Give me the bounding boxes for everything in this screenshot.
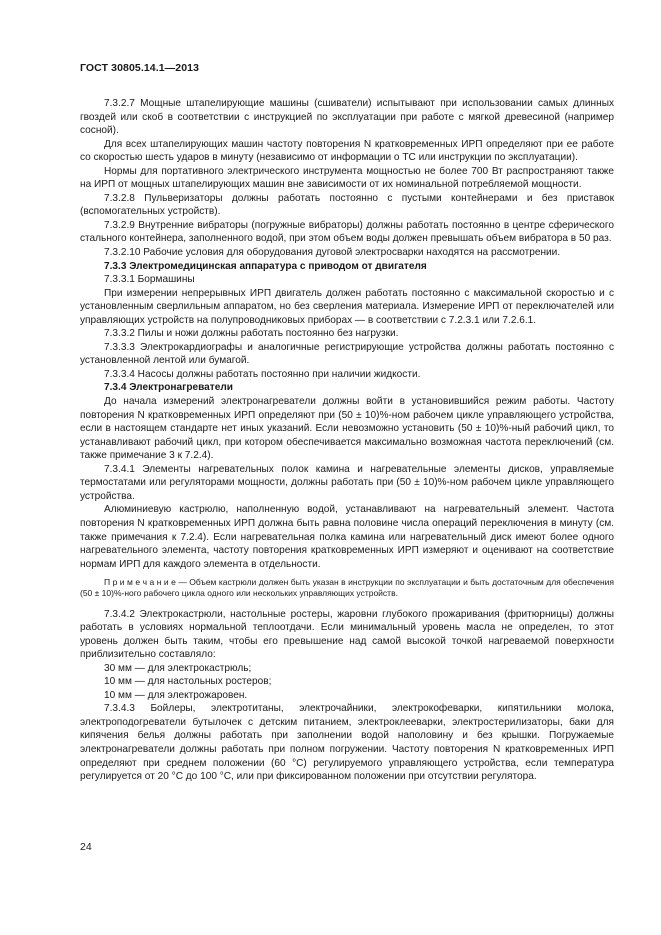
paragraph: 7.3.4.2 Электрокастрюли, настольные ростеры, жаровни глубокого прожаривания (фритюрницы) должны работать в условиях нормальной теплоотдачи. Если минимальный уровень масла не определен, то этот уровень должен быть таким, чтобы его превышение над самой высокой точкой нагреваемой поверхности приблизительно составляло:	[80, 608, 614, 661]
paragraph: 7.3.4.1 Элементы нагревательных полок камина и нагревательные элементы дисков, управляемые термостатами или регуляторами мощности, должны работать при (50 ± 10)%-ном рабочем цикле управляющего устройства.	[80, 463, 614, 502]
paragraph: 7.3.2.9 Внутренние вибраторы (погружные вибраторы) должны работать постоянно в центре сферического стального контейнера, заполненного водой, при этом объем воды должен превышать объем вибратора в 50 раз.	[80, 219, 614, 245]
list-item: 10 мм — для настольных ростеров;	[104, 676, 272, 688]
paragraph: До начала измерений электронагреватели должны войти в установившийся режим работы. Частоту повторения N кратковременных ИРП определяют при (50 ± 10)%-ном рабочем цикле управляющего устройства, если в настоящем стандарте нет иных указаний. Если невозможно установить (50 ± 10)%-ный рабочий цикл, то устанавливают рабочий цикл, при котором обеспечивается максимально возможная частота переключений (см. также примечание 3 к 7.2.4).	[80, 396, 614, 462]
paragraph: 7.3.2.8 Пульверизаторы должны работать постоянно с пустыми контейнерами и без приставок (вспомогательных устройств).	[80, 192, 614, 218]
document-header: ГОСТ 30805.14.1—2013	[80, 62, 200, 74]
document-body	[80, 97, 614, 784]
paragraph: 7.3.3.4 Насосы должны работать постоянно при наличии жидкости.	[104, 368, 421, 380]
paragraph: 7.3.2.7 Мощные штапелирующие машины (сшиватели) испытывают при использовании самых длинных гвоздей или скоб в соответствии с инструкцией по эксплуатации при работе с мягкой древесиной (например сосной).	[80, 98, 614, 137]
note-label: П р и м е ч а н и е	[104, 577, 176, 588]
paragraph: 7.3.4.3 Бойлеры, электротитаны, электрочайники, электрокофеварки, кипятильники молока, электроподогреватели бутылочек с детским питанием, электроклееварки, электростерилизаторы, баки для кипячения белья должны работать при заполнении водой наполовину и без крышки. Погружаемые электронагреватели должны работать при полном погружении. Частоту повторения N кратковременных ИРП определяют при среднем положении (60 °С) регулируемого управляющего устройства, если температура регулируется от 20 °С до 100 °С, или при фиксированном положении при отсутствии регулятора.	[80, 703, 614, 783]
paragraph: Нормы для портативного электрического инструмента мощностью не более 700 Вт распространяют также на ИРП от мощных штапелирующих машин вне зависимости от их номинальной потребляемой мощности.	[80, 165, 614, 191]
paragraph: Для всех штапелирующих машин частоту повторения N кратковременных ИРП определяют при ее работе со скоростью шесть ударов в минуту (независимо от информации о ТС или инструкции по эксплуатации).	[80, 138, 614, 164]
list-item: 30 мм — для электрокастрюль;	[104, 662, 252, 674]
paragraph: 7.3.2.10 Рабочие условия для оборудования дуговой электросварки находятся на рассмотрении.	[104, 247, 561, 259]
paragraph: При измерении непрерывных ИРП двигатель должен работать постоянно с максимальной скоростью и с установленным сверлильным аппаратом, но без сверления материала. Измерение ИРП от переключателей или управляющих устройств на полупроводниковых приборах — в соответствии с 7.2.3.1 или 7.2.6.1.	[80, 287, 614, 326]
page-number: 24	[80, 841, 92, 853]
paragraph: 7.3.3.2 Пилы и ножи должны работать постоянно без нагрузки.	[104, 328, 399, 340]
note-text: — Объем кастрюли должен быть указан в инструкции по эксплуатации и быть достаточным для обеспечения (50 ± 10)%-ного рабочего цикла одного или нескольких управляющих устройств.	[80, 577, 614, 599]
list-item: 10 мм — для электрожаровен.	[104, 689, 248, 701]
section-heading: 7.3.4 Электронагреватели	[104, 382, 233, 394]
paragraph: 7.3.3.3 Электрокардиографы и аналогичные регистрирующие устройства должны работать постоянно с установленной лентой или бумагой.	[80, 341, 614, 367]
section-heading: 7.3.3 Электромедицинская аппаратура с приводом от двигателя	[104, 260, 427, 272]
paragraph: Алюминиевую кастрюлю, наполненную водой, устанавливают на нагревательный элемент. Частота повторения N кратковременных ИРП должна быть равна половине числа операций переключения в минуту (см. также примечания к 7.2.4). Если нагревательная полка камина или нагревательный диск имеют более одного нагревательного элемента, частоту повторения кратковременных ИРП измеряют и оценивают на соответствие нормам ИРП для каждого элемента в отдельности.	[80, 504, 614, 570]
note	[80, 577, 614, 599]
subsection-title: 7.3.3.1 Бормашины	[104, 274, 195, 286]
